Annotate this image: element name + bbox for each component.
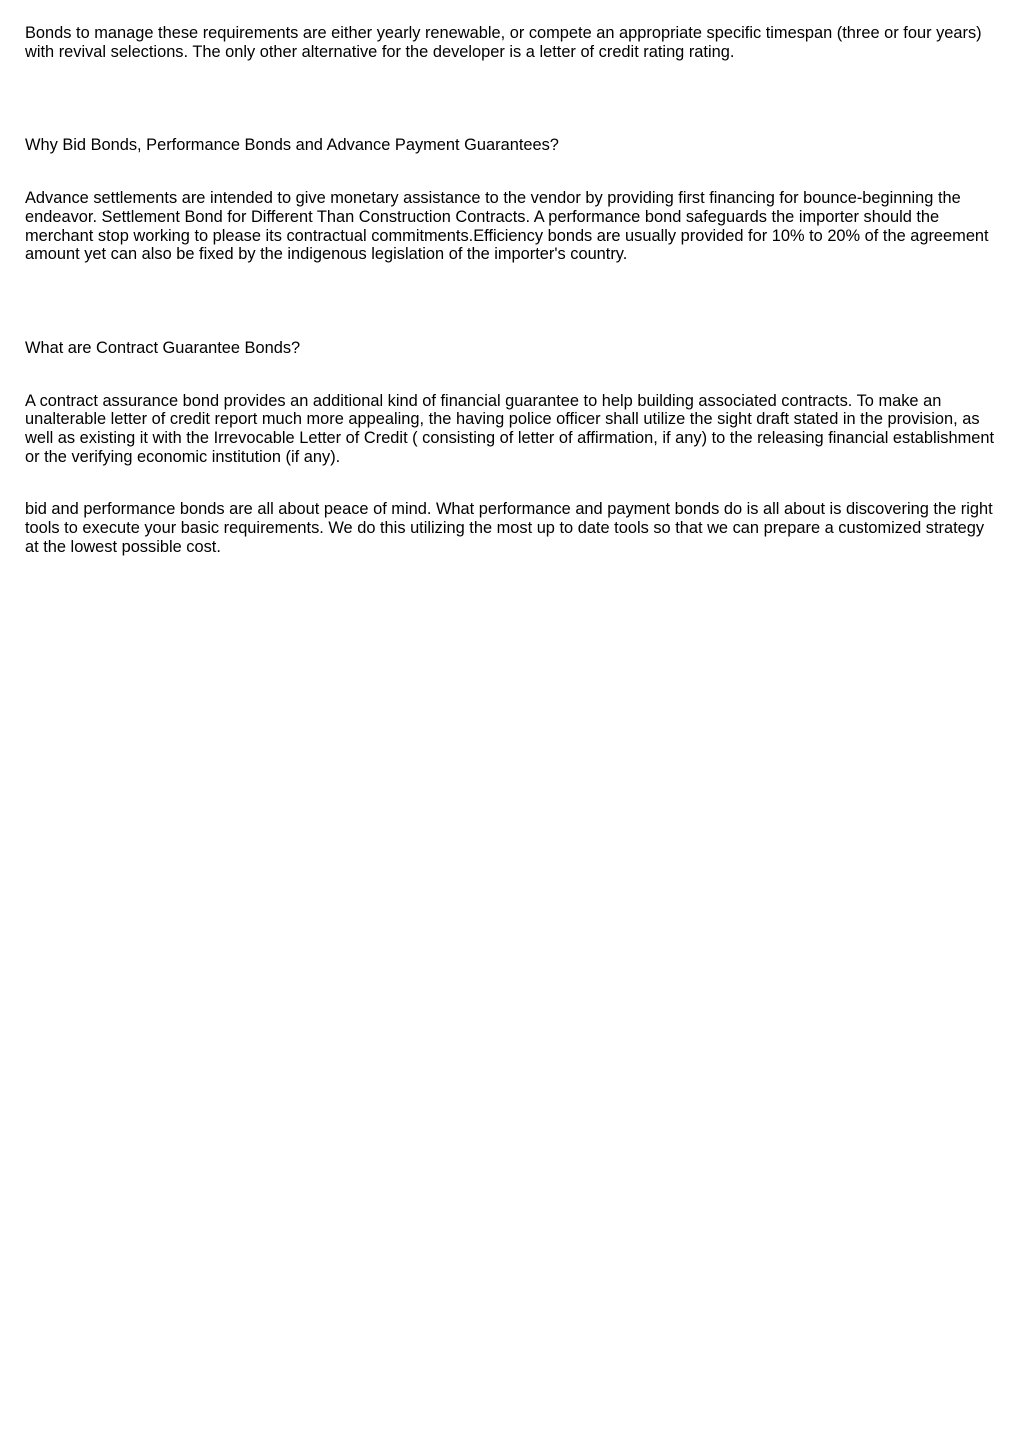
section-heading-contract-guarantee: What are Contract Guarantee Bonds? [25, 338, 301, 357]
peace-of-mind-paragraph: bid and performance bonds are all about peace of mind. What performance and payment bonds do is all about is discovering the right tools to execute your basic requirements. We do this utilizing the most up to date tools so that we can prepare a customized strategy at the lowest possible cost. [25, 500, 993, 556]
contract-assurance-paragraph: A contract assurance bond provides an additional kind of financial guarantee to help building associated contracts. To make an unalterable letter of credit report much more appealing, the having police officer shall utilize the sight draft stated in the provision, as well as existing it with the Irrevocable Letter of Credit ( consisting of letter of affirmation, if any) to the releasing financial establishment or the verifying economic institution (if any). [25, 391, 995, 466]
section-heading-bid-bonds: Why Bid Bonds, Performance Bonds and Advance Payment Guarantees? [25, 136, 559, 155]
advance-payment-paragraph: Advance settlements are intended to give monetary assistance to the vendor by providing first financing for bounce-beginning the endeavor. Settlement Bond for Different Than Construction Contracts. A performance bond safeguards the importer should the merchant stop working to please its contractual commitments.Efficiency bonds are usually provided for 10% to 20% of the agreement amount yet can also be fixed by the indigenous legislation of the importer's country. [25, 189, 989, 264]
intro-paragraph: Bonds to manage these requirements are either yearly renewable, or compete an appropriate specific timespan (three or four years) with revival selections. The only other alternative for the developer is a letter of credit rating rating. [25, 24, 982, 61]
document-page [25, 24, 1000, 557]
